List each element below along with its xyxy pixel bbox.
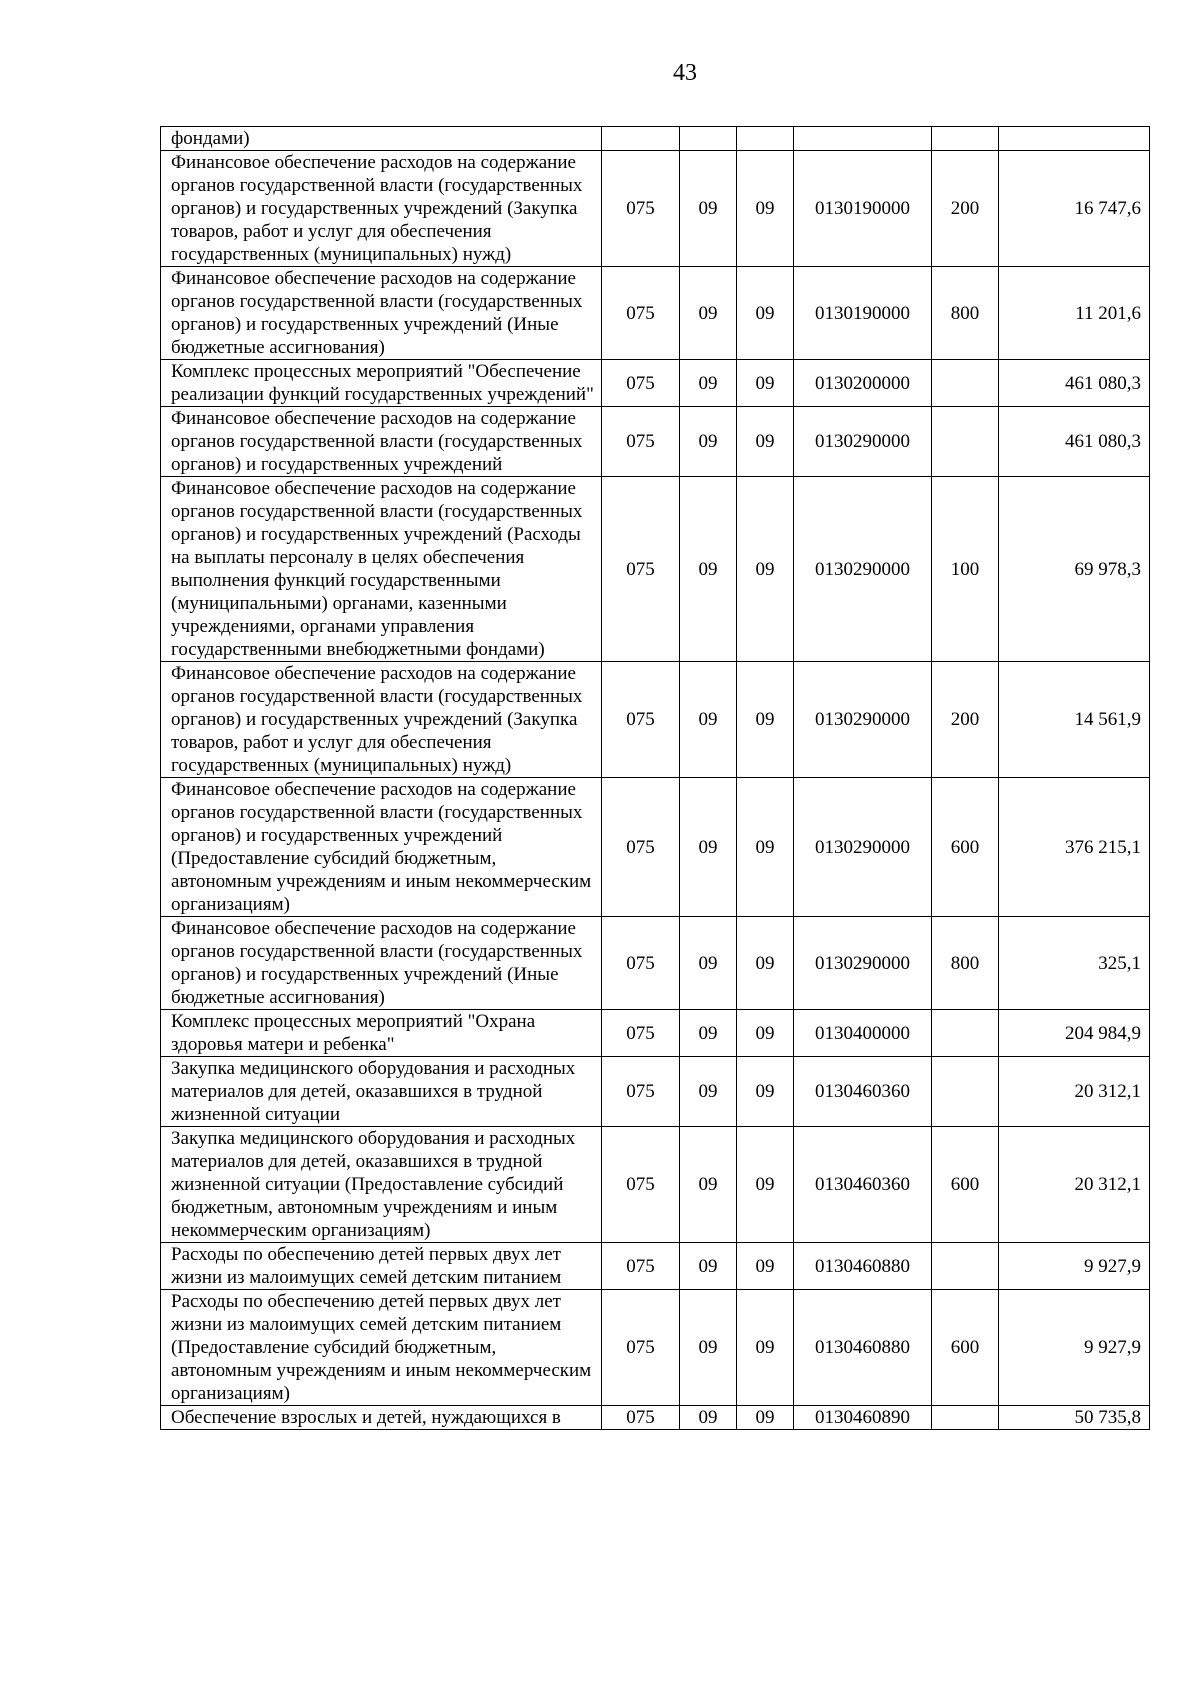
expense-type-code: 200 <box>932 151 999 267</box>
subsection-code: 09 <box>737 662 794 778</box>
admin-code: 075 <box>602 360 680 407</box>
amount-value <box>999 127 1150 151</box>
amount-value: 11 201,6 <box>999 267 1150 360</box>
amount-value: 16 747,6 <box>999 151 1150 267</box>
row-description: Расходы по обеспечению детей первых двух лет жизни из малоимущих семей детским питанием <box>161 1243 602 1290</box>
table-row <box>161 662 1150 778</box>
subsection-code: 09 <box>737 778 794 917</box>
amount-value: 9 927,9 <box>999 1290 1150 1406</box>
section-code: 09 <box>680 151 737 267</box>
row-description: Закупка медицинского оборудования и расходных материалов для детей, оказавшихся в трудной жизненной ситуации <box>161 1057 602 1127</box>
admin-code: 075 <box>602 1010 680 1057</box>
table-row <box>161 127 1150 151</box>
target-article-code: 0130290000 <box>794 662 932 778</box>
target-article-code: 0130290000 <box>794 407 932 477</box>
table-row <box>161 267 1150 360</box>
budget-table <box>160 126 1150 1430</box>
target-article-code: 0130460890 <box>794 1406 932 1430</box>
section-code: 09 <box>680 917 737 1010</box>
admin-code: 075 <box>602 662 680 778</box>
section-code <box>680 127 737 151</box>
subsection-code: 09 <box>737 917 794 1010</box>
subsection-code: 09 <box>737 360 794 407</box>
table-row <box>161 1057 1150 1127</box>
row-description: Комплекс процессных мероприятий "Охрана здоровья матери и ребенка" <box>161 1010 602 1057</box>
expense-type-code: 600 <box>932 778 999 917</box>
admin-code: 075 <box>602 1127 680 1243</box>
row-description: фондами) <box>161 127 602 151</box>
section-code: 09 <box>680 360 737 407</box>
section-code: 09 <box>680 407 737 477</box>
expense-type-code: 200 <box>932 662 999 778</box>
section-code: 09 <box>680 267 737 360</box>
amount-value: 69 978,3 <box>999 477 1150 662</box>
admin-code: 075 <box>602 917 680 1010</box>
table-row <box>161 1243 1150 1290</box>
target-article-code: 0130290000 <box>794 778 932 917</box>
row-description: Финансовое обеспечение расходов на содержание органов государственной власти (государственных органов) и государственных учреждений (Закупка товаров, работ и услуг для обеспечения государственных (муниципальных) нужд) <box>161 151 602 267</box>
row-description: Финансовое обеспечение расходов на содержание органов государственной власти (государственных органов) и государственных учреждений <box>161 407 602 477</box>
row-description: Финансовое обеспечение расходов на содержание органов государственной власти (государственных органов) и государственных учреждений (Расходы на выплаты персоналу в целях обеспечения выполнения функций государственными (муниципальными) органами, казенными учреждениями, органами управления государственными внебюджетными фондами) <box>161 477 602 662</box>
amount-value: 325,1 <box>999 917 1150 1010</box>
table-row <box>161 1127 1150 1243</box>
target-article-code: 0130200000 <box>794 360 932 407</box>
amount-value: 20 312,1 <box>999 1057 1150 1127</box>
expense-type-code: 100 <box>932 477 999 662</box>
row-description: Финансовое обеспечение расходов на содержание органов государственной власти (государственных органов) и государственных учреждений (Закупка товаров, работ и услуг для обеспечения государственных (муниципальных) нужд) <box>161 662 602 778</box>
admin-code: 075 <box>602 778 680 917</box>
expense-type-code <box>932 407 999 477</box>
subsection-code: 09 <box>737 1290 794 1406</box>
section-code: 09 <box>680 1406 737 1430</box>
expense-type-code: 800 <box>932 917 999 1010</box>
expense-type-code <box>932 127 999 151</box>
subsection-code: 09 <box>737 1127 794 1243</box>
target-article-code: 0130460880 <box>794 1243 932 1290</box>
subsection-code: 09 <box>737 1010 794 1057</box>
amount-value: 376 215,1 <box>999 778 1150 917</box>
target-article-code: 0130460360 <box>794 1127 932 1243</box>
table-row <box>161 360 1150 407</box>
table-row <box>161 407 1150 477</box>
table-row <box>161 151 1150 267</box>
amount-value: 461 080,3 <box>999 360 1150 407</box>
admin-code: 075 <box>602 1290 680 1406</box>
amount-value: 461 080,3 <box>999 407 1150 477</box>
target-article-code: 0130460360 <box>794 1057 932 1127</box>
section-code: 09 <box>680 1127 737 1243</box>
section-code: 09 <box>680 1010 737 1057</box>
admin-code: 075 <box>602 151 680 267</box>
admin-code: 075 <box>602 407 680 477</box>
row-description: Расходы по обеспечению детей первых двух лет жизни из малоимущих семей детским питанием (Предоставление субсидий бюджетным, автономным учреждениям и иным некоммерческим организациям) <box>161 1290 602 1406</box>
expense-type-code: 800 <box>932 267 999 360</box>
expense-type-code: 600 <box>932 1290 999 1406</box>
amount-value: 50 735,8 <box>999 1406 1150 1430</box>
page-number: 43 <box>673 60 697 86</box>
admin-code: 075 <box>602 1057 680 1127</box>
target-article-code: 0130290000 <box>794 917 932 1010</box>
subsection-code: 09 <box>737 267 794 360</box>
row-description: Финансовое обеспечение расходов на содержание органов государственной власти (государственных органов) и государственных учреждений (Иные бюджетные ассигнования) <box>161 267 602 360</box>
row-description: Комплекс процессных мероприятий "Обеспечение реализации функций государственных учреждений" <box>161 360 602 407</box>
section-code: 09 <box>680 1057 737 1127</box>
row-description: Обеспечение взрослых и детей, нуждающихся в <box>161 1406 602 1430</box>
table-row <box>161 917 1150 1010</box>
target-article-code: 0130290000 <box>794 477 932 662</box>
admin-code: 075 <box>602 477 680 662</box>
table-row <box>161 778 1150 917</box>
amount-value: 204 984,9 <box>999 1010 1150 1057</box>
section-code: 09 <box>680 1243 737 1290</box>
subsection-code: 09 <box>737 1406 794 1430</box>
target-article-code: 0130400000 <box>794 1010 932 1057</box>
subsection-code: 09 <box>737 407 794 477</box>
subsection-code: 09 <box>737 1057 794 1127</box>
subsection-code <box>737 127 794 151</box>
row-description: Финансовое обеспечение расходов на содержание органов государственной власти (государственных органов) и государственных учреждений (Предоставление субсидий бюджетным, автономным учреждениям и иным некоммерческим организациям) <box>161 778 602 917</box>
section-code: 09 <box>680 778 737 917</box>
section-code: 09 <box>680 662 737 778</box>
admin-code: 075 <box>602 267 680 360</box>
target-article-code: 0130190000 <box>794 151 932 267</box>
table-row <box>161 1010 1150 1057</box>
target-article-code <box>794 127 932 151</box>
admin-code: 075 <box>602 1243 680 1290</box>
admin-code <box>602 127 680 151</box>
expense-type-code <box>932 1243 999 1290</box>
amount-value: 20 312,1 <box>999 1127 1150 1243</box>
admin-code: 075 <box>602 1406 680 1430</box>
target-article-code: 0130460880 <box>794 1290 932 1406</box>
subsection-code: 09 <box>737 151 794 267</box>
subsection-code: 09 <box>737 1243 794 1290</box>
expense-type-code <box>932 1010 999 1057</box>
expense-type-code <box>932 1057 999 1127</box>
section-code: 09 <box>680 1290 737 1406</box>
expense-type-code <box>932 1406 999 1430</box>
amount-value: 9 927,9 <box>999 1243 1150 1290</box>
subsection-code: 09 <box>737 477 794 662</box>
target-article-code: 0130190000 <box>794 267 932 360</box>
table-row <box>161 1406 1150 1430</box>
expense-type-code <box>932 360 999 407</box>
row-description: Закупка медицинского оборудования и расходных материалов для детей, оказавшихся в трудной жизненной ситуации (Предоставление субсидий бюджетным, автономным учреждениям и иным некоммерческим организациям) <box>161 1127 602 1243</box>
row-description: Финансовое обеспечение расходов на содержание органов государственной власти (государственных органов) и государственных учреждений (Иные бюджетные ассигнования) <box>161 917 602 1010</box>
table-row <box>161 477 1150 662</box>
table-row <box>161 1290 1150 1406</box>
section-code: 09 <box>680 477 737 662</box>
expense-type-code: 600 <box>932 1127 999 1243</box>
amount-value: 14 561,9 <box>999 662 1150 778</box>
